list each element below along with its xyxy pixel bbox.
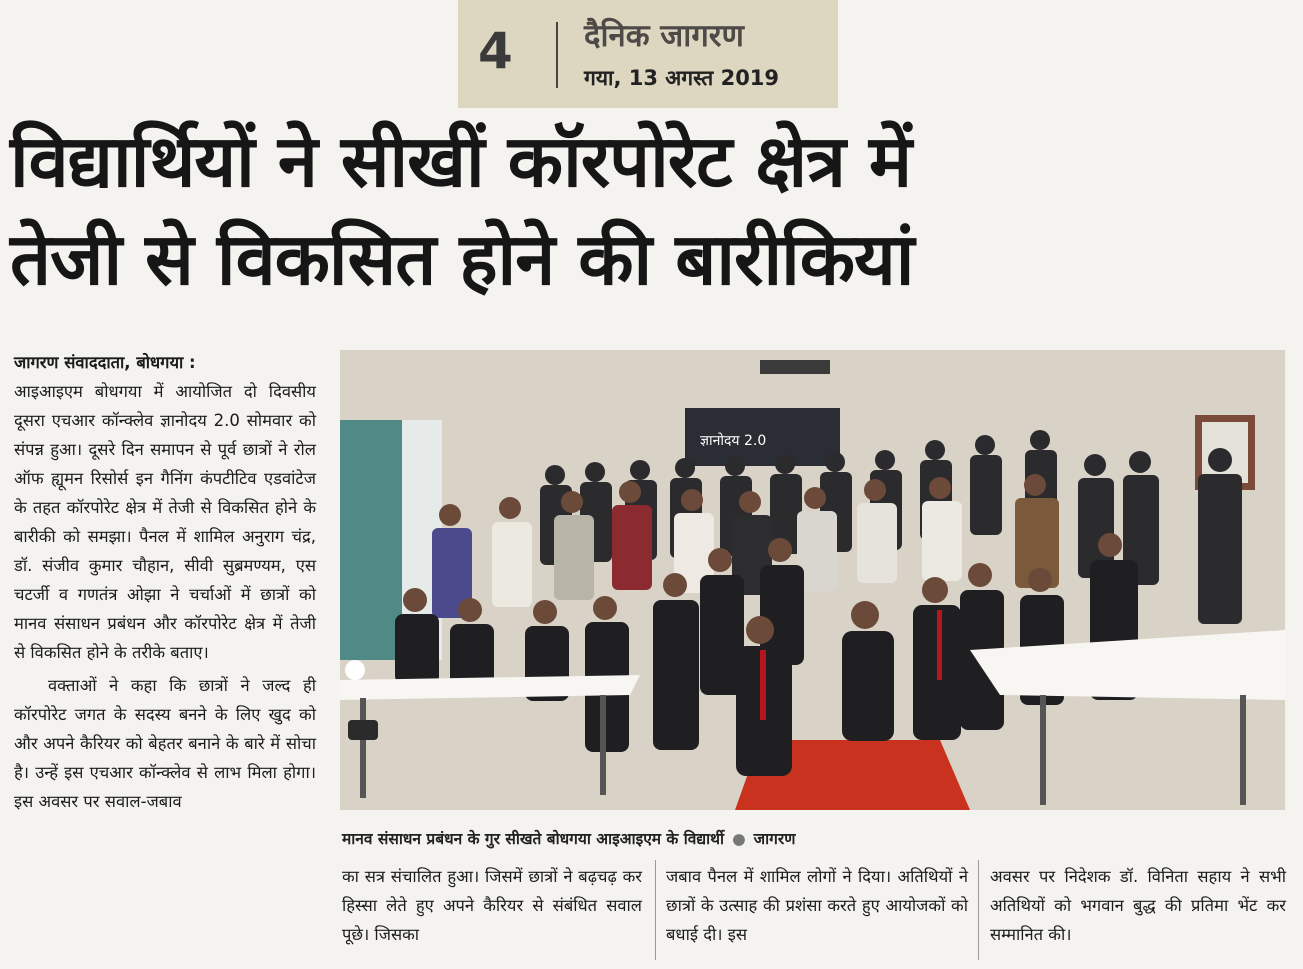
- column-rule: [655, 860, 656, 960]
- article-column-3: [666, 862, 968, 949]
- headline: [10, 112, 1290, 308]
- article-column-1: [14, 348, 316, 816]
- article-column-4: [990, 862, 1286, 949]
- article-column-3-text: जबाव पैनल में शामिल लोगों ने दिया। अतिथियों ने छात्रों के उत्साह की प्रशंसा करते हुए आयोजकों को बधाई दी। इस: [666, 867, 968, 944]
- dateline: जागरण संवाददाता, बोधगया :: [14, 353, 196, 372]
- group-photo-illustration: [340, 350, 1285, 810]
- caption-dot-icon: ●: [732, 830, 746, 848]
- headline-line-1: विद्यार्थियों ने सीखीं कॉरपोरेट क्षेत्र में: [10, 119, 912, 203]
- issue-date: गया, 13 अगस्त 2019: [584, 66, 780, 90]
- column-rule: [978, 860, 979, 960]
- article-paragraph-1: आइआइएम बोधगया में आयोजित दो दिवसीय दूसरा एचआर कॉन्क्लेव ज्ञानोदय 2.0 सोमवार को संपन्न हुआ। दूसरे दिन समापन से पूर्व छात्रों ने रोल ऑफ ह्यूमन रिसोर्स इन गैनिंग कंपटीटिव एडवांटेज के तहत कॉरपोरेट क्षेत्र में तेजी से विकसित होने के बारीकी को समझा। पैनल में शामिल अनुराग चंद्र, डॉ. संजीव कुमार चौहान, सीवी सुब्रमण्यम, एस चटर्जी व गणतंत्र ओझा ने चर्चाओं में छात्रों को मानव संसाधन प्रबंधन और कॉरपोरेट क्षेत्र में तेजी से विकसित होने के तरीके बताए।: [14, 382, 316, 662]
- caption-text: मानव संसाधन प्रबंधन के गुर सीखते बोधगया आइआइएम के विद्यार्थी: [342, 830, 725, 848]
- masthead: [458, 0, 838, 108]
- newspaper-name: दैनिक जागरण: [584, 18, 744, 54]
- article-column-2-text: का सत्र संचालित हुआ। जिसमें छात्रों ने बढ़चढ़ कर हिस्सा लेते हुए अपने कैरियर से संबंधित सवाल पूछे। जिसका: [342, 867, 642, 944]
- stage-banner-text: ज्ञानोदय 2.0: [700, 433, 767, 449]
- group-photo: [340, 350, 1285, 810]
- page-number: 4: [478, 22, 513, 80]
- headline-line-2: तेजी से विकसित होने की बारीकियां: [10, 217, 914, 301]
- article-paragraph-2: वक्ताओं ने कहा कि छात्रों ने जल्द ही कॉरपोरेट जगत के सदस्य बनने के लिए खुद को और अपने कैरियर को बेहतर बनाने के बारे में सोचा है। उन्हें इस एचआर कॉन्क्लेव से लाभ मिला होगा। इस अवसर पर सवाल-जबाव: [14, 676, 316, 811]
- photo-credit: जागरण: [753, 830, 796, 848]
- masthead-divider: [556, 22, 558, 88]
- photo-caption: [342, 827, 795, 849]
- article-column-4-text: अवसर पर निदेशक डॉ. विनिता सहाय ने सभी अतिथियों को भगवान बुद्ध की प्रतिमा भेंट कर सम्मानित की।: [990, 867, 1286, 944]
- article-column-2: [342, 862, 642, 949]
